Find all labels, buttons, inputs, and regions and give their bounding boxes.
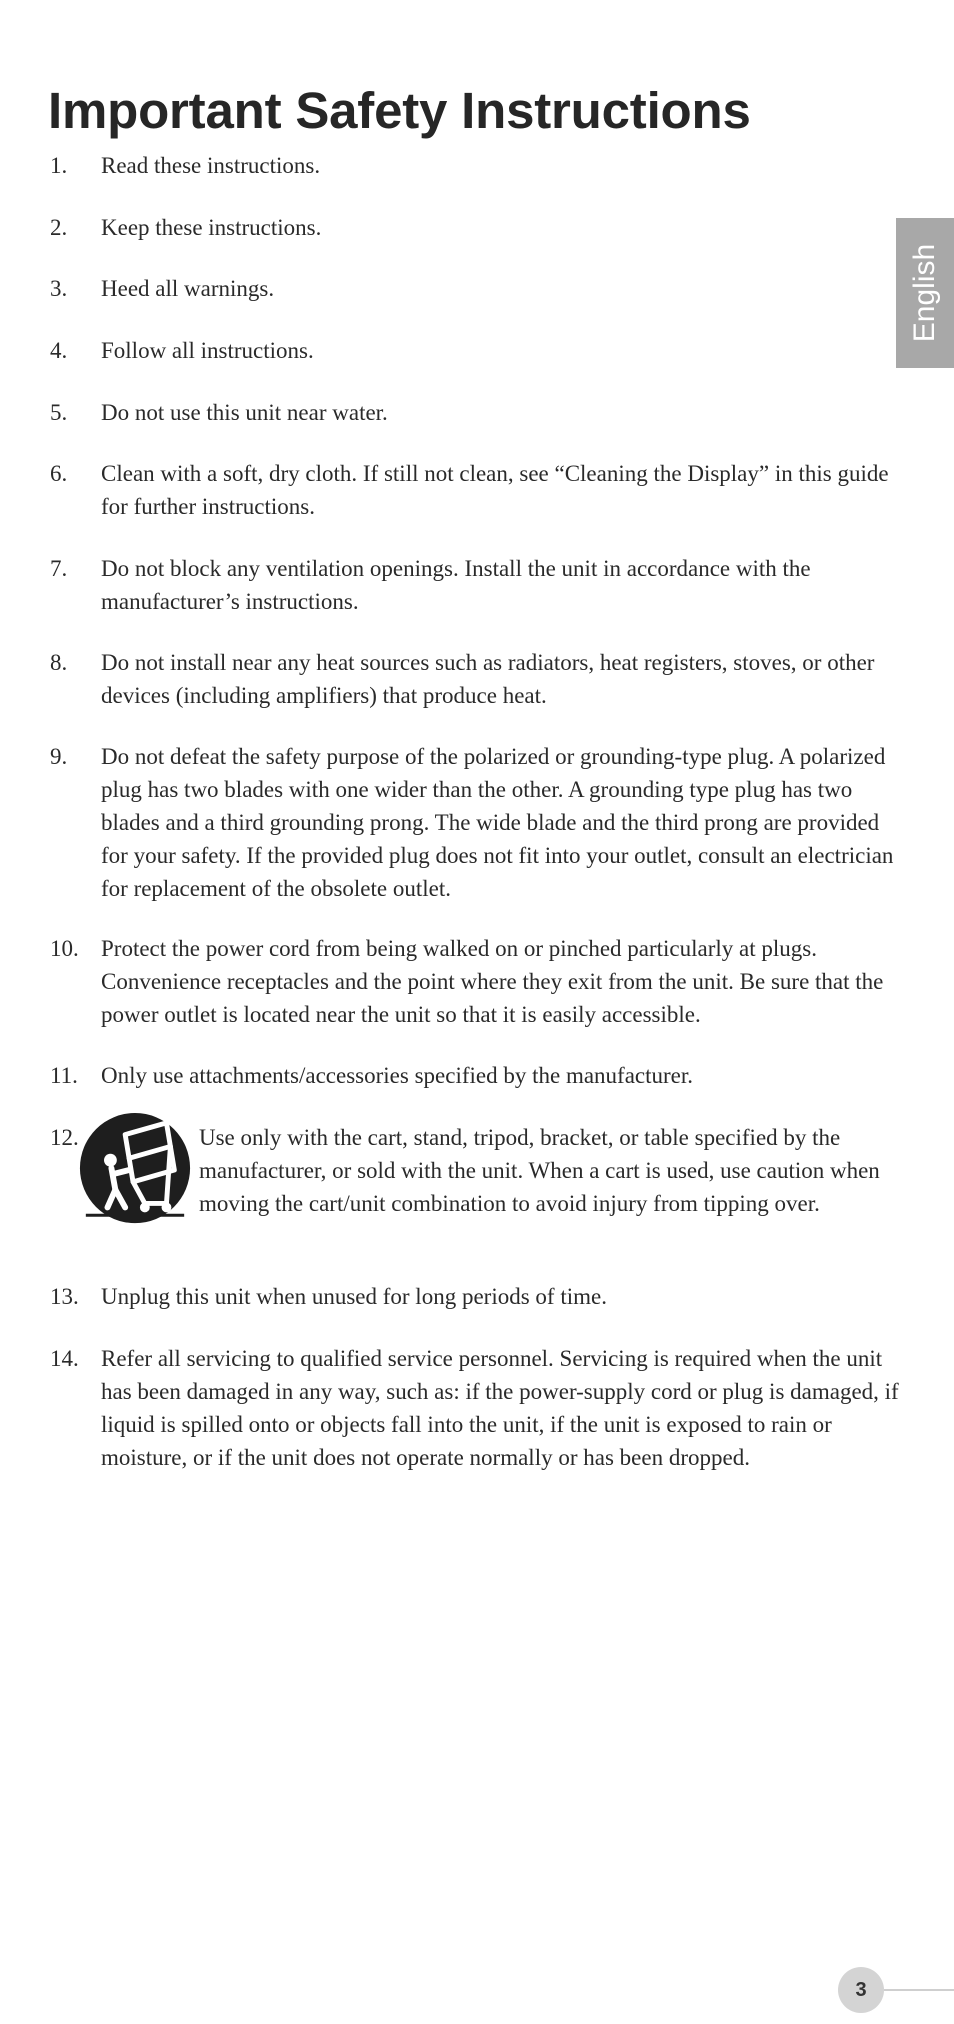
instruction-number: 7. (50, 556, 68, 581)
instruction-number: 10. (50, 936, 79, 961)
instruction-number: 12. (50, 1125, 79, 1150)
instruction-number: 2. (50, 215, 68, 240)
instruction-text: Protect the power cord from being walked on or pinched particularly at plugs. Convenience receptacles and the point where they exit from the unit. Be sure that the power outlet is located near the unit so that it is easily accessible. (101, 936, 884, 1027)
instruction-text: Do not use this unit near water. (101, 400, 388, 425)
instruction-number: 13. (50, 1284, 79, 1309)
instruction-number: 3. (50, 276, 68, 301)
instruction-number: 5. (50, 400, 68, 425)
instruction-text: Use only with the cart, stand, tripod, bracket, or table specified by the manufacturer, or sold with the unit. When a cart is used, use caution when moving the cart/unit combination to avoid injury from tipping over. (199, 1125, 880, 1216)
instruction-text: Follow all instructions. (101, 338, 314, 363)
instruction-text: Unplug this unit when unused for long periods of time. (101, 1284, 607, 1309)
instruction-number: 8. (50, 650, 68, 675)
instruction-text: Clean with a soft, dry cloth. If still not clean, see “Cleaning the Display” in this guide for further instructions. (101, 461, 889, 519)
language-tab-label: English (908, 243, 941, 343)
instruction-text: Heed all warnings. (101, 276, 275, 301)
page-title: Important Safety Instructions (48, 82, 751, 139)
instruction-number: 1. (50, 153, 68, 178)
page-number-rule (884, 1989, 954, 1991)
instruction-text: Do not block any ventilation openings. Install the unit in accordance with the manufacturer’s instructions. (101, 556, 811, 614)
instruction-number: 14. (50, 1346, 79, 1371)
instruction-number: 6. (50, 461, 68, 486)
instruction-number: 11. (50, 1063, 78, 1088)
instruction-number: 4. (50, 338, 68, 363)
instruction-number: 9. (50, 744, 68, 769)
instruction-text: Do not defeat the safety purpose of the polarized or grounding-type plug. A polarized plug has two blades with one wider than the other. A grounding type plug has two blades and a third grounding prong. The wide blade and the third prong are provided for your safety. If the provided plug does not fit into your outlet, consult an electrician for replacement of the obsolete outlet. (101, 744, 894, 901)
cart-tip-over-warning-icon (76, 1113, 194, 1231)
instruction-text: Do not install near any heat sources such as radiators, heat registers, stoves, or other devices (including amplifiers) that produce heat. (101, 650, 875, 708)
instruction-text: Only use attachments/accessories specified by the manufacturer. (101, 1063, 694, 1088)
instruction-text: Keep these instructions. (101, 215, 322, 240)
page-number: 3 (838, 1967, 884, 2013)
instruction-text: Refer all servicing to qualified service personnel. Servicing is required when the unit has been damaged in any way, such as: if the power-supply cord or plug is damaged, if liquid is spilled onto or objects fall into the unit, if the unit is exposed to rain or moisture, or if the unit does not operate normally or has been dropped. (101, 1346, 899, 1470)
instruction-text: Read these instructions. (101, 153, 321, 178)
